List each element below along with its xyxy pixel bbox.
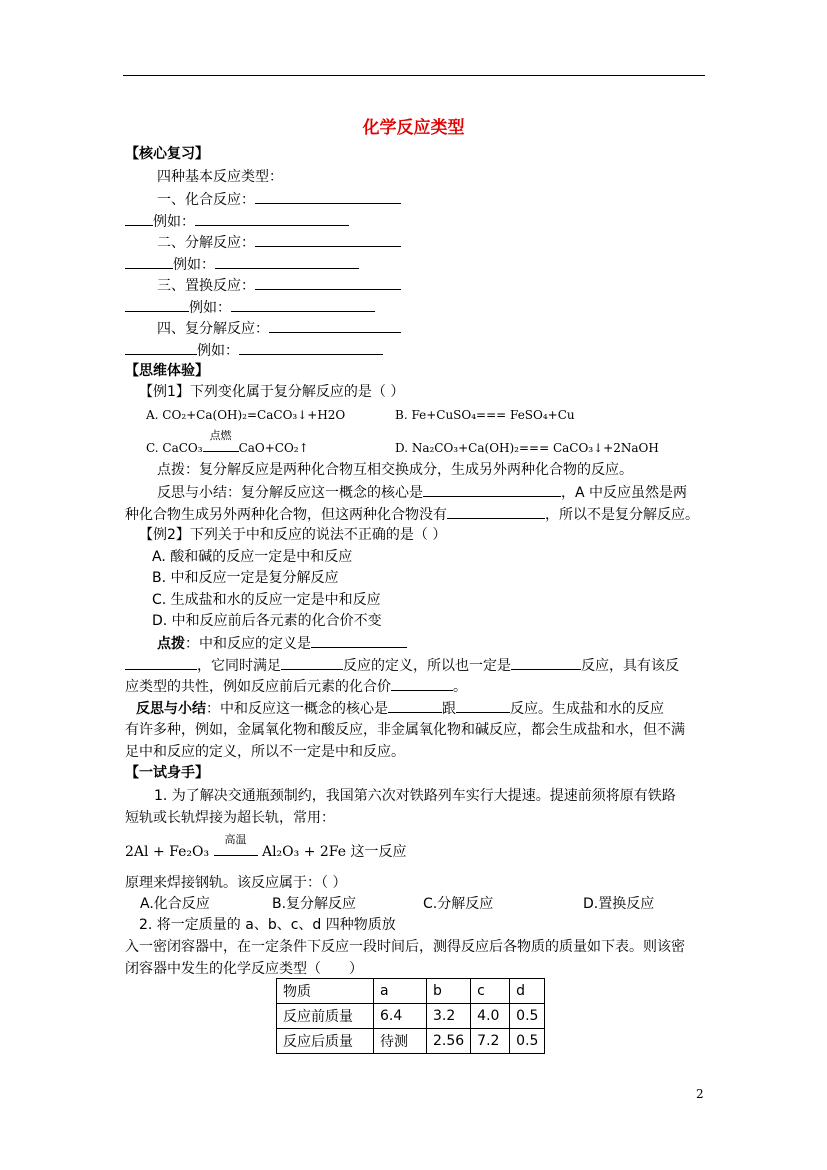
question-1-option-c: C.分解反应 [423,896,494,912]
answer-blank [125,657,197,670]
answer-blank [423,484,561,497]
table-cell: d [510,979,545,1004]
question-1-option-a: A.化合反应 [140,896,210,912]
table-row [277,1004,545,1029]
answer-blank [388,700,442,713]
answer-blank [456,700,510,713]
question-2-line-1: 2. 将一定质量的 a、b、c、d 四种物质放 [139,917,396,933]
review-item-1: 一、化合反应： [157,191,401,208]
table-cell: 4.0 [471,1004,510,1029]
answer-blank [269,320,401,333]
question-1-line-3: 原理来焊接钢轨。该反应属于：（ ） [125,875,347,891]
table-cell: 物质 [277,979,374,1004]
example-1-question: 【例1】下列变化属于复分解反应的是（ ） [139,384,405,400]
question-1-line-2: 短轨或长轨焊接为超长轨，常用： [125,810,335,826]
question-1-option-b: B.复分解反应 [272,896,357,912]
question-1-line-1: 1. 为了解决交通瓶颈制约，我国第六次对铁路列车实行大提速。提速前须将原有铁路 [154,788,676,804]
answer-blank [195,213,349,226]
answer-blank [239,342,383,355]
example-2-question: 【例2】下列关于中和反应的说法不正确的是（ ） [139,527,447,543]
table-cell: 反应后质量 [277,1029,374,1054]
answer-blank [281,657,343,670]
example-2-reflect-1: 反思与小结：中和反应这一概念的核心是 跟 反应。生成盐和水的反应 [136,701,664,717]
example-1-reflect-2: 种化合物生成另外两种化合物，但这两种化合物没有 ，所以不是复分解反应。 [125,507,699,523]
question-2-line-3: 闭容器中发生的化学反应类型（ ） [125,961,363,977]
answer-blank [391,678,453,691]
table-header-row [277,979,545,1004]
review-example-3: 例如： [125,299,375,316]
review-example-4: 例如： [125,342,383,359]
header-rule [123,75,705,76]
example-1-hint: 点拨：复分解反应是两种化合物互相交换成分，生成另外两种化合物的反应。 [157,462,633,478]
example-2-option-c: C. 生成盐和水的反应一定是中和反应 [152,592,381,608]
example-2-option-b: B. 中和反应一定是复分解反应 [152,570,339,586]
example-1-reflect-1: 反思与小结：复分解反应这一概念的核心是 ，A 中反应虽然是两 [157,485,688,501]
review-item-2: 二、分解反应： [157,234,401,251]
answer-blank [215,256,359,269]
page-number: 2 [696,1087,704,1101]
answer-blank [125,256,173,269]
section-thinking-header: 【思维体验】 [125,363,209,379]
answer-blank [125,213,153,226]
table-row [277,1029,545,1054]
table-cell: c [471,979,510,1004]
answer-blank [125,299,189,312]
example-1-option-a: A. CO₂+Ca(OH)₂=CaCO₃↓+H2O [146,408,346,422]
example-2-reflect-3: 足中和反应的定义，所以不一定是中和反应。 [125,744,405,760]
answer-blank [255,191,401,204]
table-cell: 待测 [374,1029,427,1054]
table-cell: 0.5 [510,1004,545,1029]
page-title: 化学反应类型 [362,118,465,138]
question-2-line-2: 入一密闭容器中，在一定条件下反应一段时间后，测得反应后各物质的质量如下表。则该密 [125,939,685,955]
example-1-option-b: B. Fe+CuSO₄=== FeSO₄+Cu [395,408,575,422]
example-1-option-c: C. CaCO₃ 点燃 CaO+CO₂↑ [146,429,309,455]
answer-blank [255,234,401,247]
example-2-hint-2: ，它同时满足 反应的定义，所以也一定是 反应，具有该反 [125,657,679,674]
question-1-equation: 2Al + Fe₂O₃ 高温 Al₂O₃ + 2Fe 这一反应 [125,833,407,860]
example-2-hint: 点拨：中和反应的定义是 [157,635,407,652]
answer-blank [311,635,407,648]
example-2-reflect-2: 有许多种，例如，金属氧化物和酸反应，非金属氧化物和碱反应，都会生成盐和水，但不满 [125,722,685,738]
table-cell: 0.5 [510,1029,545,1054]
review-item-4: 四、复分解反应： [157,320,401,337]
review-example-1: 例如： [125,213,349,230]
mass-table [276,978,545,1054]
example-1-option-d: D. Na₂CO₃+Ca(OH)₂=== CaCO₃↓+2NaOH [395,441,659,455]
review-example-2: 例如： [125,256,359,273]
example-2-option-d: D. 中和反应前后各元素的化合价不变 [152,613,382,629]
table-cell: 反应前质量 [277,1004,374,1029]
table-cell: b [427,979,471,1004]
review-intro: 四种基本反应类型： [157,169,283,185]
question-1-option-d: D.置换反应 [583,896,655,912]
answer-blank [447,506,545,519]
example-2-option-a: A. 酸和碱的反应一定是中和反应 [152,549,353,565]
section-practice-header: 【一试身手】 [125,765,209,781]
table-cell: 3.2 [427,1004,471,1029]
reaction-arrow: 点燃 [203,440,239,456]
review-item-3: 三、置换反应： [157,277,401,294]
answer-blank [125,342,197,355]
table-cell: 6.4 [374,1004,427,1029]
table-cell: a [374,979,427,1004]
reaction-arrow: 高温 [214,844,258,860]
answer-blank [231,299,375,312]
table-cell: 2.56 [427,1029,471,1054]
answer-blank [255,277,401,290]
section-review-header: 【核心复习】 [125,146,209,162]
table-cell: 7.2 [471,1029,510,1054]
answer-blank [511,657,581,670]
example-2-hint-3: 应类型的共性，例如反应前后元素的化合价 。 [125,679,467,695]
